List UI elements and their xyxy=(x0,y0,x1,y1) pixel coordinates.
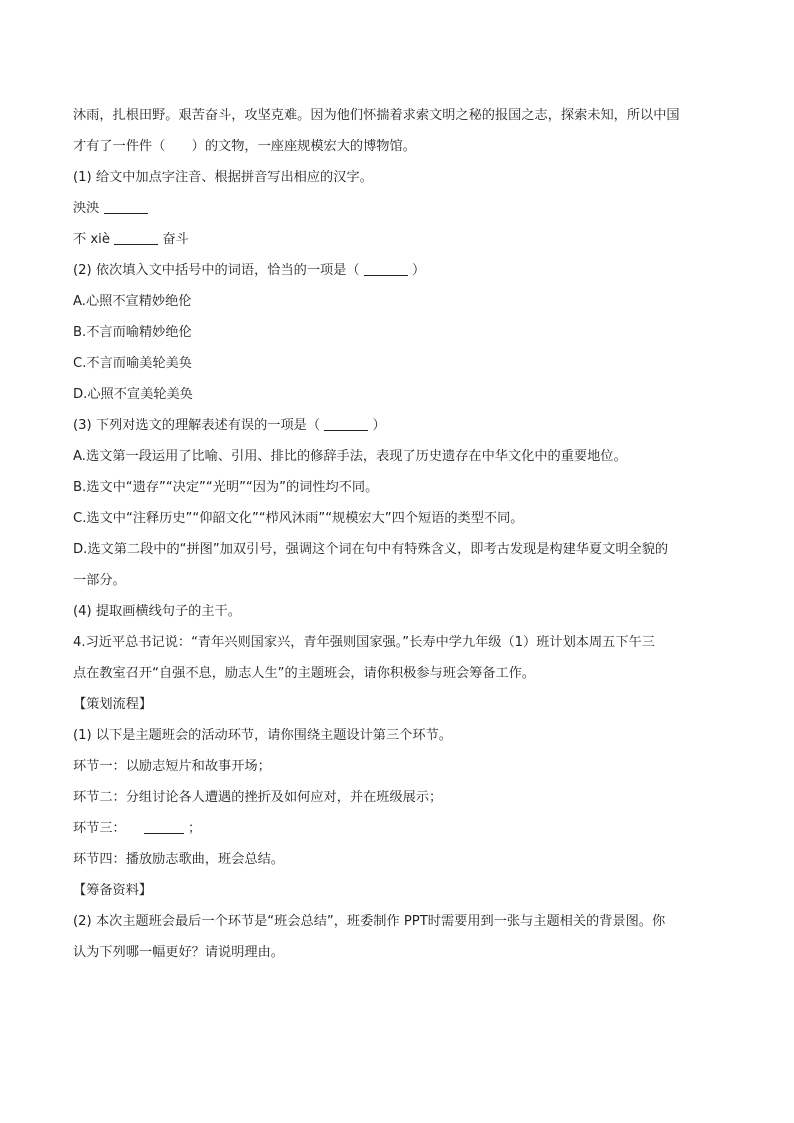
answer-blank[interactable] xyxy=(324,416,368,431)
option-a xyxy=(73,441,725,472)
option-c xyxy=(73,503,725,534)
text-line-content: (2) 依次填入文中括号中的词语，恰当的一项是（ xyxy=(73,263,360,278)
step-3 xyxy=(73,813,725,844)
option-text: D.选文第二段中的“拼图”加双引号，强调这个词在句中有特殊含义，即考古发现是构建华夏文明全貌的 xyxy=(73,542,669,557)
text-line xyxy=(73,658,725,689)
option-text: D.心照不宣美轮美奂 xyxy=(73,387,193,402)
option-a xyxy=(73,286,725,317)
text-line xyxy=(73,100,725,131)
sub-question-1 xyxy=(73,720,725,751)
option-text: B.选文中“遗存”“决定”“光明”“因为”的词性均不同。 xyxy=(73,480,379,495)
text-line xyxy=(73,937,725,968)
text-line-content: (4) 提取画横线句子的主干。 xyxy=(73,604,241,619)
question-1-prompt xyxy=(73,162,725,193)
step-4 xyxy=(73,844,725,875)
section-heading-text: 【筹备资料】 xyxy=(73,883,153,898)
text-line-content: (3) 下列对选文的理解表述有误的一项是（ xyxy=(73,418,321,433)
text-line-content: (1) 给文中加点字注音、根据拼音写出相应的汉字。 xyxy=(73,170,373,185)
text-line-content: ） xyxy=(372,418,386,433)
text-line-content: ； xyxy=(187,821,202,836)
section-heading-materials xyxy=(73,875,725,906)
option-text: B.不言而喻精妙绝伦 xyxy=(73,325,192,340)
text-line-content: (2) 本次主题班会最后一个环节是“班会总结”，班委制作 PPT时需要用到一张与主题相关的背景图。你 xyxy=(73,914,666,929)
text-line-content: 点在教室召开“自强不息，励志人生”的主题班会，请你积极参与班会筹备工作。 xyxy=(73,666,536,681)
question-4-prompt xyxy=(73,596,725,627)
document-body xyxy=(73,100,725,968)
option-d xyxy=(73,534,725,565)
answer-blank[interactable] xyxy=(114,230,158,245)
text-line-content: (1) 以下是主题班会的活动环节，请你围绕主题设计第三个环节。 xyxy=(73,728,452,743)
text-line-content: 不 xiè xyxy=(73,232,110,247)
answer-blank[interactable] xyxy=(364,261,408,276)
text-line-content: 认为下列哪一幅更好？请说明理由。 xyxy=(73,945,284,960)
text-line-content: ） xyxy=(412,263,426,278)
option-b xyxy=(73,472,725,503)
step-2 xyxy=(73,782,725,813)
option-text: A.心照不宣精妙绝伦 xyxy=(73,294,192,309)
text-line-content: 泱泱 xyxy=(73,201,100,216)
question-3-prompt xyxy=(73,410,725,441)
option-b xyxy=(73,317,725,348)
option-text: C.选文中“注释历史”“仰韶文化”“栉风沐雨”“规模宏大”四个短语的类型不同。 xyxy=(73,511,524,526)
section-heading-planning xyxy=(73,689,725,720)
answer-line-yangyang xyxy=(73,193,725,224)
answer-blank[interactable] xyxy=(144,819,184,834)
option-text: C.不言而喻美轮美奂 xyxy=(73,356,192,371)
option-text: A.选文第一段运用了比喻、引用、排比的修辞手法，表现了历史遗存在中华文化中的重要地位。 xyxy=(73,449,627,464)
step-1 xyxy=(73,751,725,782)
text-line xyxy=(73,565,725,596)
text-line-content: 沐雨，扎根田野。艰苦奋斗，攻坚克难。因为他们怀揣着求索文明之秘的报国之志，探索未知，所以中国 xyxy=(73,108,680,123)
sub-question-2 xyxy=(73,906,725,937)
text-line-content: 才有了一件件（ ）的文物，一座座规模宏大的博物馆。 xyxy=(73,139,416,154)
step-text: 环节二：分组讨论各人遭遇的挫折及如何应对，并在班级展示； xyxy=(73,790,443,805)
question-2-prompt xyxy=(73,255,725,286)
text-line-content: 一部分。 xyxy=(73,573,126,588)
answer-blank[interactable] xyxy=(104,199,148,214)
step-text: 环节一：以励志短片和故事开场； xyxy=(73,759,271,774)
section-heading-text: 【策划流程】 xyxy=(73,697,153,712)
text-line-content: 奋斗 xyxy=(162,232,189,247)
question-4-heading xyxy=(73,627,725,658)
text-line xyxy=(73,131,725,162)
option-c xyxy=(73,348,725,379)
step-text: 环节四：播放励志歌曲，班会总结。 xyxy=(73,852,284,867)
answer-line-xie xyxy=(73,224,725,255)
option-d xyxy=(73,379,725,410)
step-text: 环节三： xyxy=(73,821,126,836)
text-line-content: 4.习近平总书记说：“青年兴则国家兴，青年强则国家强。”长寿中学九年级（1）班计划本周五下午三 xyxy=(73,635,655,650)
